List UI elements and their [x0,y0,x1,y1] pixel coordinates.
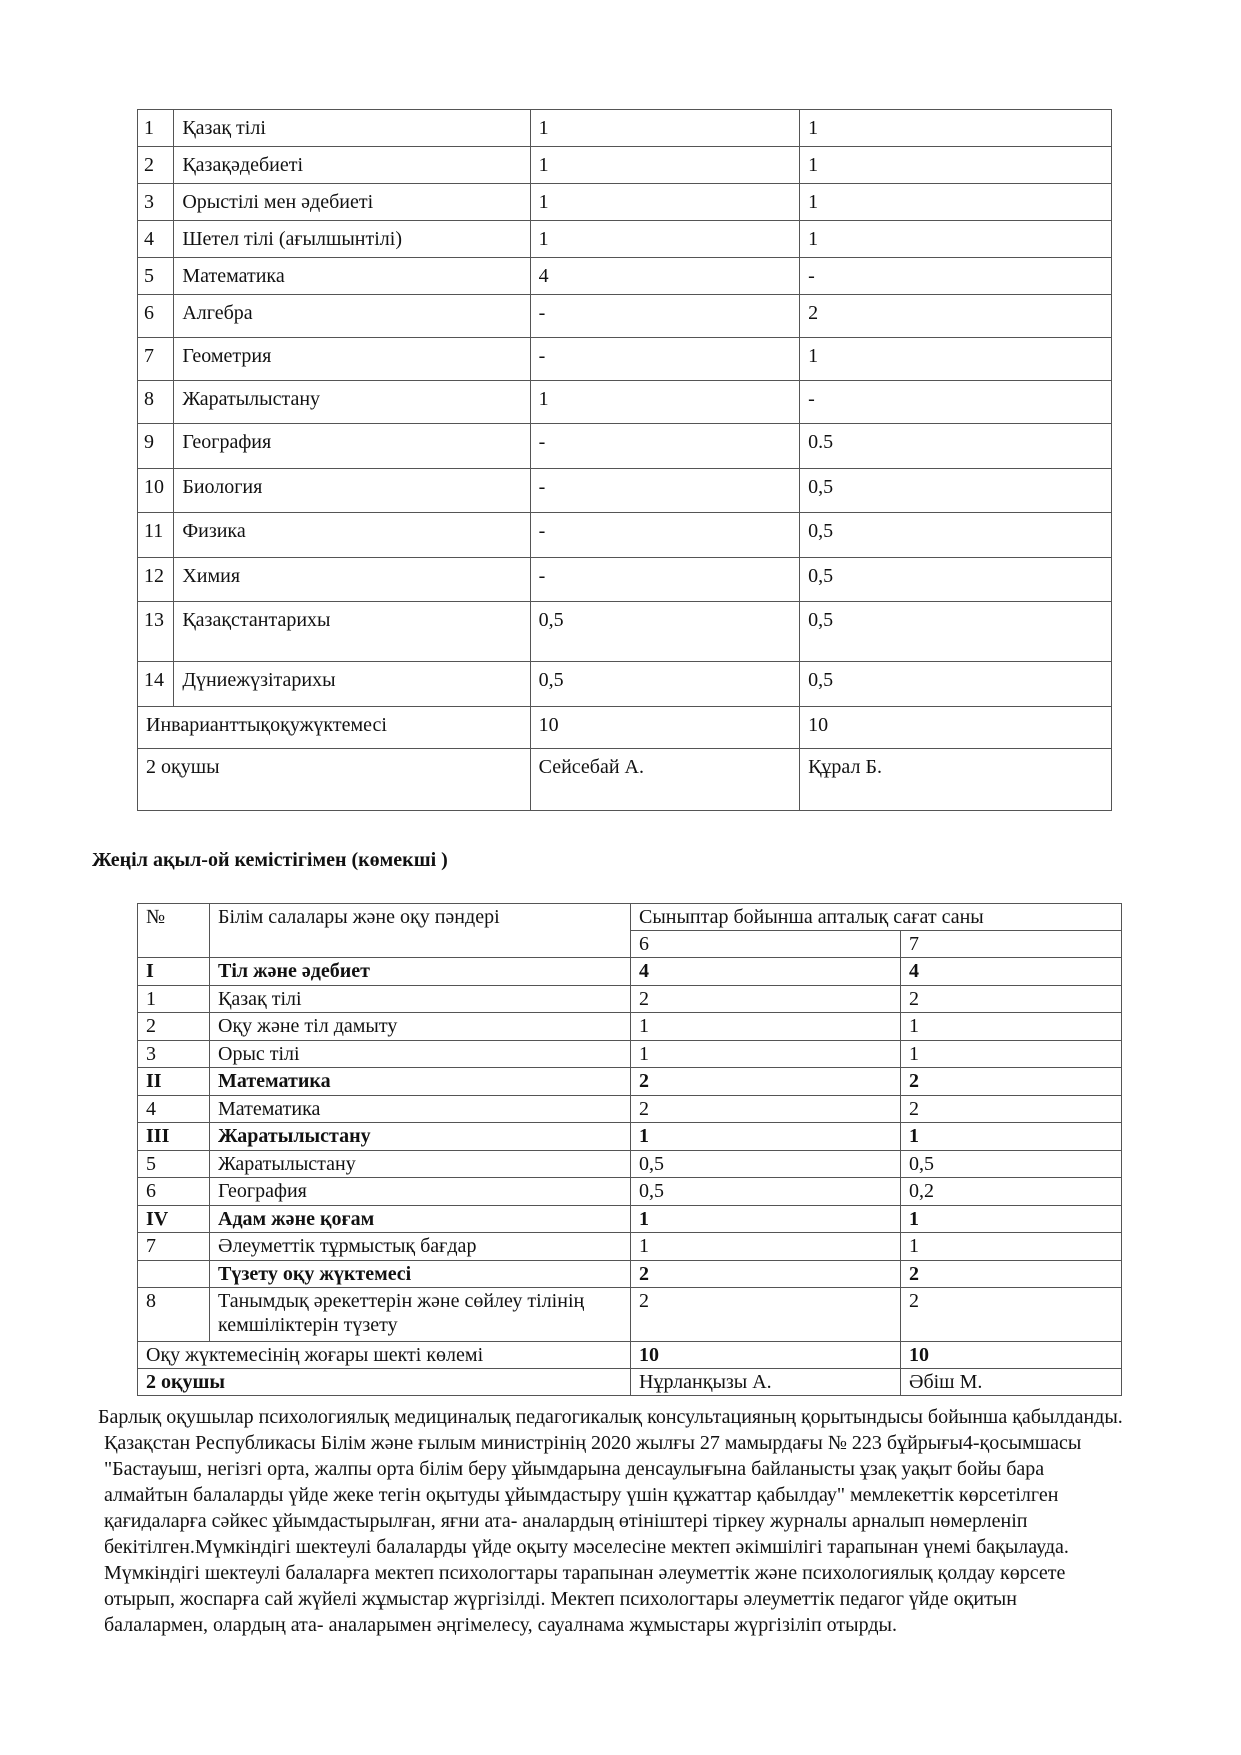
invariant-label: Инварианттықоқужүктемесі [138,707,531,749]
table-row [138,295,1112,338]
header-subject: Білім салалары және оқу пәндері [210,904,631,958]
body-text [98,1404,1158,1638]
table-row [138,1068,1122,1096]
subject-name: География [174,424,530,469]
table-row [138,1178,1122,1206]
table-row [138,602,1112,662]
hours-col2: 1 [800,221,1112,258]
table-row [138,469,1112,513]
table-row [138,184,1112,221]
row-number: 1 [138,110,174,147]
hours-grade-7: 2 [901,1288,1122,1342]
max-load-grade-6: 10 [631,1342,901,1369]
row-number: 14 [138,662,174,707]
subject-name: Жаратылыстану [210,1123,631,1151]
hours-col1: 1 [530,184,799,221]
table-row [138,424,1112,469]
hours-grade-7: 1 [901,1041,1122,1068]
row-number: 2 [138,147,174,184]
hours-grade-6: 0,5 [631,1178,901,1206]
row-number: 12 [138,558,174,602]
students-row [138,749,1112,811]
hours-col1: - [530,295,799,338]
subject-name: Танымдық әрекеттерін және сөйлеу тілінің кемшіліктерін түзету [210,1288,631,1342]
row-number: 7 [138,1233,210,1261]
hours-grade-6: 2 [631,1096,901,1123]
hours-col2: 2 [800,295,1112,338]
hours-grade-7: 1 [901,1233,1122,1261]
hours-col2: 0,5 [800,662,1112,707]
subject-name: География [210,1178,631,1206]
table-row [138,1206,1122,1233]
hours-grade-6: 1 [631,1206,901,1233]
invariant-row [138,707,1112,749]
row-number: 11 [138,513,174,558]
paragraph-main: Қазақстан Республикасы Білім және ғылым министрінің 2020 жылғы 27 мамырдағы № 223 бұйрығы4-қосымшасы "Бастауыш, негізгі орта, жалпы орта білім беру ұйымдарына денсаулығына байланысты ұзақ уақыт бойы бара алмайтын балаларды үйде жеке тегін оқытуды ұйымдастыру үшін құжаттар қабылдау" мемлекеттік көрсетілген қағидаларға сәйкес ұйымдастырылған, яғни ата- аналардың өтініштері тіркеу журналы арналып нөмерленіп бекітілген.Мүмкіндігі шектеулі балаларды үйде оқыту мәселесіне мектеп әкімшілігі тарапынан үнемі бақылауда. Мүмкіндігі шектеулі балаларға мектеп психологтары тарапынан әлеуметтік және психологиялық қолдау көрсете отырып, жоспарға сай жүйелі жұмыстар жүргізілді. Мектеп психологтары әлеуметтік педагог үйде оқитын балалармен, олардың ата- аналарымен әңгімелесу, сауалнама жұмыстары жүргізіліп отырды. [104,1432,1082,1636]
table-row [138,338,1112,381]
subject-name: Тіл және әдебиет [210,958,631,986]
subject-name: Әлеуметтік тұрмыстық бағдар [210,1233,631,1261]
hours-col1: 0,5 [530,602,799,662]
students-label: 2 оқушы [138,749,531,811]
header-grade-7: 7 [901,931,1122,958]
row-number: 2 [138,1013,210,1041]
subject-name: Орыс тілі [210,1041,631,1068]
hours-col2: 0.5 [800,424,1112,469]
row-number: II [138,1068,210,1096]
hours-col1: 1 [530,381,799,424]
row-number: 1 [138,986,210,1013]
row-number: III [138,1123,210,1151]
subject-name: Физика [174,513,530,558]
hours-grade-6: 1 [631,1013,901,1041]
table-header-row [138,904,1122,931]
curriculum-table-2 [137,903,1122,1396]
hours-grade-6: 4 [631,958,901,986]
table-row [138,1233,1122,1261]
row-number: 13 [138,602,174,662]
hours-grade-6: 2 [631,1261,901,1288]
row-number: 4 [138,1096,210,1123]
hours-grade-7: 0,2 [901,1178,1122,1206]
subject-name: Биология [174,469,530,513]
hours-grade-7: 2 [901,986,1122,1013]
subject-name: Оқу және тіл дамыту [210,1013,631,1041]
hours-col1: - [530,558,799,602]
hours-col2: 0,5 [800,602,1112,662]
subject-name: Математика [174,258,530,295]
hours-col2: 0,5 [800,513,1112,558]
hours-col2: 0,5 [800,558,1112,602]
student-name: Құрал Б. [800,749,1112,811]
hours-grade-6: 2 [631,1288,901,1342]
subject-name: Түзету оқу жүктемесі [210,1261,631,1288]
hours-col2: 0,5 [800,469,1112,513]
header-hours: Сыныптар бойынша апталық сағат саны [631,904,1122,931]
students-row [138,1369,1122,1396]
table-row [138,381,1112,424]
hours-grade-7: 1 [901,1123,1122,1151]
subject-name: Шетел тілі (ағылшынтілі) [174,221,530,258]
invariant-col1: 10 [530,707,799,749]
table-row [138,1151,1122,1178]
table-row [138,147,1112,184]
table-row [138,513,1112,558]
hours-col1: - [530,424,799,469]
student-name: Нұрланқызы А. [631,1369,901,1396]
row-number: 7 [138,338,174,381]
hours-col1: 1 [530,110,799,147]
subject-name: Алгебра [174,295,530,338]
row-number: 8 [138,381,174,424]
subject-name: Математика [210,1068,631,1096]
hours-grade-6: 2 [631,986,901,1013]
students-label: 2 оқушы [138,1369,631,1396]
student-name: Сейсебай А. [530,749,799,811]
hours-col2: - [800,381,1112,424]
row-number: 3 [138,1041,210,1068]
section-heading: Жеңіл ақыл-ой кемістігімен (көмекші ) [92,849,448,871]
hours-col1: - [530,469,799,513]
subject-name: Математика [210,1096,631,1123]
hours-col1: 4 [530,258,799,295]
subject-name: Геометрия [174,338,530,381]
subject-name: Орыстілі мен әдебиеті [174,184,530,221]
table-row [138,558,1112,602]
hours-col2: 1 [800,110,1112,147]
table-row [138,662,1112,707]
student-name: Әбіш М. [901,1369,1122,1396]
subject-name: Қазақәдебиеті [174,147,530,184]
max-load-grade-7: 10 [901,1342,1122,1369]
hours-grade-7: 2 [901,1261,1122,1288]
subject-name: Жаратылыстану [174,381,530,424]
max-load-row [138,1342,1122,1369]
table-row [138,1261,1122,1288]
hours-grade-7: 0,5 [901,1151,1122,1178]
table-row [138,258,1112,295]
hours-grade-6: 2 [631,1068,901,1096]
row-number: 4 [138,221,174,258]
row-number: 5 [138,1151,210,1178]
hours-col1: 1 [530,221,799,258]
table-row [138,986,1122,1013]
subject-name: Жаратылыстану [210,1151,631,1178]
table-row [138,221,1112,258]
table-row [138,1288,1122,1342]
hours-grade-7: 2 [901,1068,1122,1096]
row-number: 8 [138,1288,210,1342]
table-row [138,1123,1122,1151]
hours-grade-6: 1 [631,1041,901,1068]
table-row [138,1041,1122,1068]
table-row [138,958,1122,986]
max-load-label: Оқу жүктемесінің жоғары шекті көлемі [138,1342,631,1369]
hours-grade-6: 1 [631,1123,901,1151]
row-number [138,1261,210,1288]
row-number: 6 [138,295,174,338]
table-row [138,1096,1122,1123]
hours-col2: 1 [800,147,1112,184]
subject-name: Қазақ тілі [210,986,631,1013]
header-grade-6: 6 [631,931,901,958]
hours-col1: - [530,338,799,381]
hours-grade-7: 1 [901,1206,1122,1233]
row-number: 10 [138,469,174,513]
header-number: № [138,904,210,958]
paragraph-intro: Барлық оқушылар психологиялық медициналық педагогикалық консультацияның қорытындысы бойынша қабылданды. [98,1406,1123,1428]
hours-grade-7: 2 [901,1096,1122,1123]
hours-grade-7: 1 [901,1013,1122,1041]
subject-name: Қазақ тілі [174,110,530,147]
table-row [138,110,1112,147]
hours-col2: - [800,258,1112,295]
hours-grade-6: 0,5 [631,1151,901,1178]
hours-col2: 1 [800,184,1112,221]
row-number: 3 [138,184,174,221]
row-number: 6 [138,1178,210,1206]
invariant-col2: 10 [800,707,1112,749]
subject-name: Дүниежүзітарихы [174,662,530,707]
curriculum-table-1 [137,109,1112,811]
subject-name: Химия [174,558,530,602]
row-number: 5 [138,258,174,295]
row-number: IV [138,1206,210,1233]
subject-name: Адам және қоғам [210,1206,631,1233]
subject-name: Қазақстантарихы [174,602,530,662]
hours-grade-6: 1 [631,1233,901,1261]
hours-col2: 1 [800,338,1112,381]
hours-col1: 0,5 [530,662,799,707]
hours-col1: 1 [530,147,799,184]
hours-grade-7: 4 [901,958,1122,986]
table-row [138,1013,1122,1041]
row-number: 9 [138,424,174,469]
row-number: I [138,958,210,986]
hours-col1: - [530,513,799,558]
